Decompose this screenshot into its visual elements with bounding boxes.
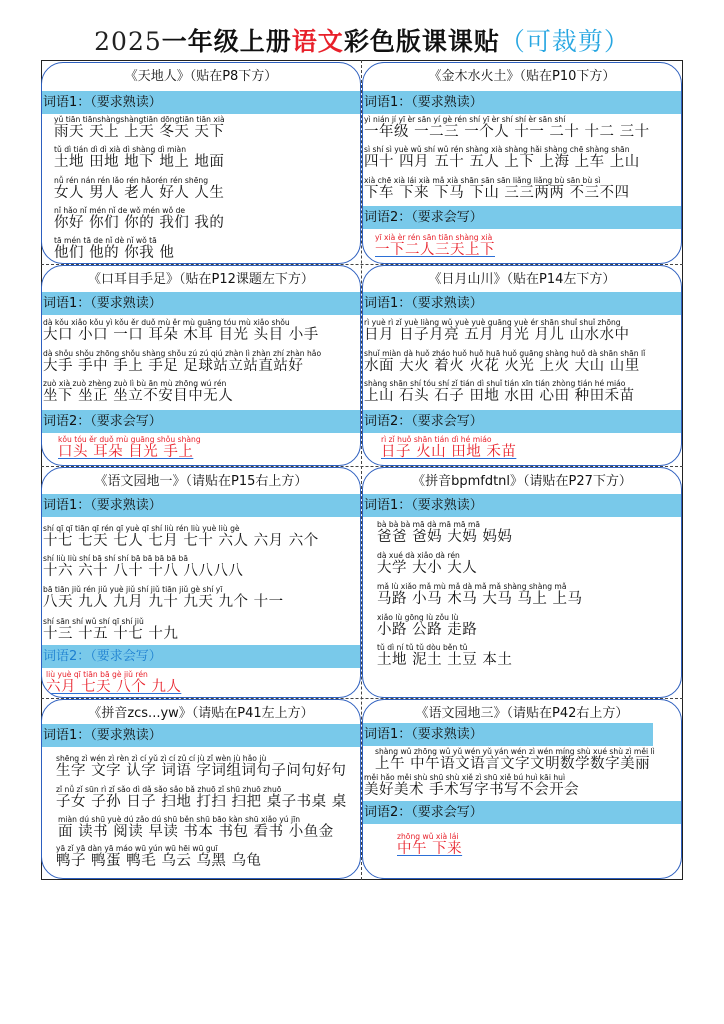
hanzi: 下车 下来 下马 下山 三三两两 不三不四 <box>364 185 630 201</box>
pinyin: shí liù liù shí bā shí shí bā bā bā bā bā <box>43 554 188 563</box>
pinyin: shēng zì wén zì rèn zì cí yǔ zì cí zǔ cí jù zǐ wèn jù hǎo jù <box>56 754 267 763</box>
word-row <box>377 613 477 639</box>
pinyin: liù yuè qī tiān bā gè jiǔ rén <box>46 670 148 679</box>
writing-word-row <box>397 832 462 858</box>
pinyin: dà shǒu shǒu zhōng shǒu shàng shǒu zú zú qiú zhàn lì zhàn zhí zhàn hǎo <box>43 349 322 358</box>
word-row <box>364 318 630 344</box>
hanzi: 中午 下来 <box>397 841 463 857</box>
hanzi: 一下二人三天上下 <box>375 242 495 258</box>
hanzi: 爸爸 爸妈 大妈 妈妈 <box>377 529 513 545</box>
sticker-card-kouermushouzu <box>41 265 361 466</box>
hanzi: 土地 田地 地下 地上 地面 <box>54 154 225 170</box>
word-row <box>43 554 243 580</box>
hanzi: 十七 七天 七人 七月 七十 六人 六月 六个 <box>43 533 319 549</box>
pinyin: shàng shān shí tóu shí zǐ tián dì shuǐ tián xīn tián zhòng tián hé miáo <box>364 379 626 388</box>
hanzi: 美好美术 手术写字书写不会开会 <box>364 782 580 798</box>
pinyin: mǎ lù xiǎo mǎ mù mǎ dà mǎ mǎ shàng shàng mǎ <box>377 582 567 591</box>
word-row <box>377 520 512 546</box>
writing-word-row <box>58 435 201 461</box>
pinyin: nǚ rén nán rén lǎo rén hǎorén rén shēng <box>54 176 209 185</box>
sticker-card-tiandiren <box>41 62 361 264</box>
word-row <box>56 844 262 870</box>
card-heading: 《拼音zcs...yw》（请贴在P41左上方） <box>88 706 314 721</box>
title-grade: 一年级 <box>161 27 240 56</box>
title-subject: 语文 <box>291 27 344 56</box>
word-row <box>56 785 347 811</box>
word-row <box>54 236 174 262</box>
word-row <box>377 551 477 577</box>
hanzi: 小路 公路 走路 <box>377 622 478 638</box>
hanzi: 一年级 一二三 一个人 十一 二十 十二 三十 <box>364 124 650 140</box>
hanzi: 大口 小口 一口 耳朵 木耳 目光 头目 小手 <box>43 327 319 343</box>
pinyin: shí qī qī tiān qī rén qī yuè qī shí liù rén liù yuè liù gè <box>43 524 240 533</box>
hanzi: 大学 大小 大人 <box>377 560 478 576</box>
hanzi: 六月 七天 八个 九人 <box>46 679 182 695</box>
word-row <box>43 318 319 344</box>
word-row <box>43 379 233 405</box>
pinyin: tǔ dì ní tǔ tǔ dòu běn tǔ <box>377 643 468 652</box>
writing-word-row <box>46 670 181 696</box>
writing-word-row <box>375 233 495 259</box>
writing-words-bar: 词语2：（要求会写） <box>363 410 681 433</box>
hanzi: 女人 男人 老人 好人 人生 <box>54 185 225 201</box>
reading-words-bar: 词语1：（要求熟读） <box>42 494 360 517</box>
reading-words-bar: 词语1：（要求熟读） <box>363 292 681 315</box>
hanzi: 你好 你们 你的 我们 我的 <box>54 215 225 231</box>
sticker-card-yuwenyuandi-3 <box>362 699 682 879</box>
pinyin: yī xià èr rén sān tiān shàng xià <box>375 233 493 242</box>
title-part3: 彩色版课课贴 <box>343 27 500 56</box>
reading-words-bar: 词语1：（要求熟读） <box>363 723 653 746</box>
pinyin: yì nián jí yī èr sān yí gè rén shí yī èr shí shí èr sān shí <box>364 115 566 124</box>
pinyin: tǔ dì tián dì dì xià dì shàng dì miàn <box>54 145 187 154</box>
pinyin: shuǐ miàn dà huǒ zháo huǒ huǒ huā huǒ guāng shàng huǒ dà shān shān lǐ <box>364 349 646 358</box>
word-row <box>364 349 645 375</box>
hanzi: 上午 中午语文语言文字文明数学数字美丽 <box>375 756 651 772</box>
pinyin: měi hǎo měi shù shū shù xiě zì shū xiě bú huì kāi huì <box>364 773 566 782</box>
card-heading: 《天地人》（贴在P8下方） <box>124 69 278 84</box>
hanzi: 雨天 天上 上天 冬天 天下 <box>54 124 225 140</box>
writing-words-bar: 词语2：（要求会写） <box>42 410 360 433</box>
reading-words-bar: 词语1：（要求熟读） <box>363 91 681 114</box>
hanzi: 土地 泥土 土豆 本土 <box>377 652 513 668</box>
word-row <box>56 754 346 780</box>
word-row <box>54 206 224 232</box>
pinyin: dà kǒu xiǎo kǒu yì kǒu ěr duǒ mù ěr mù guāng tóu mù xiǎo shǒu <box>43 318 290 327</box>
page-title <box>0 22 724 58</box>
writing-word-row <box>381 435 516 461</box>
writing-words-bar: 词语2：（要求会写） <box>363 801 681 824</box>
pinyin: dà xué dà xiǎo dà rén <box>377 551 460 560</box>
pinyin: yā zǐ yā dàn yā máo wū yún wū hēi wū guī <box>56 844 218 853</box>
pinyin: rì yuè rì zǐ yuè liàng wǔ yuè yuè guāng yuè ér shān shuǐ shuǐ zhōng <box>364 318 621 327</box>
pinyin: sì shí sì yuè wǔ shí wǔ rén shàng xià shàng hǎi shàng chē shàng shān <box>364 145 630 154</box>
word-row <box>364 115 650 141</box>
word-row <box>43 617 178 643</box>
hanzi: 日子 火山 田地 禾苗 <box>381 444 517 460</box>
hanzi: 日月 日子月亮 五月 月光 月儿 山水水中 <box>364 327 630 343</box>
word-row <box>43 524 319 550</box>
hanzi: 子女 子孙 日子 扫地 打扫 扫把 桌子书桌 桌 <box>56 794 347 810</box>
card-heading: 《日月山川》（贴在P14左下方） <box>428 272 616 287</box>
pinyin: xiǎo lù gōng lù zǒu lù <box>377 613 459 622</box>
hanzi: 他们 他的 你我 他 <box>54 245 175 261</box>
hanzi: 四十 四月 五十 五人 上下 上海 上车 上山 <box>364 154 640 170</box>
word-row <box>58 815 334 841</box>
hanzi: 大手 手中 手上 手足 足球站立站直站好 <box>43 358 304 374</box>
sticker-card-pinyin-zcs-yw <box>41 699 361 879</box>
reading-words-bar: 词语1：（要求熟读） <box>42 724 360 747</box>
hanzi: 鸭子 鸭蛋 鸭毛 乌云 乌黑 乌龟 <box>56 853 262 869</box>
pinyin: zuò xià zuò zhèng zuò lì bù ān mù zhōng wú rén <box>43 379 227 388</box>
reading-words-bar: 词语1：（要求熟读） <box>363 494 681 517</box>
word-row <box>54 115 225 141</box>
card-heading: 《语文园地三》（请贴在P42右上方） <box>415 706 629 721</box>
pinyin: shàng wǔ zhōng wǔ yǔ wén yǔ yán wén zì wén míng shù xué shù zì měi lì <box>375 747 655 756</box>
hanzi: 十三 十五 十七 十九 <box>43 626 179 642</box>
word-row <box>364 773 579 799</box>
pinyin: yǔ tiān tiānshàngshàngtiān dōngtiān tiān xià <box>54 115 225 124</box>
card-heading: 《拼音bpmfdtnl》（请贴在P27下方） <box>412 474 632 489</box>
word-row <box>377 643 512 669</box>
word-row <box>54 176 224 202</box>
hanzi: 八天 九人 九月 九十 九天 九个 十一 <box>43 594 284 610</box>
hanzi: 水面 大火 着火 火花 火光 上火 大山 山里 <box>364 358 640 374</box>
word-row <box>364 176 630 202</box>
pinyin: zǐ nǚ zǐ sūn rì zǐ sǎo dì dǎ sǎo sǎo bǎ zhuō zǐ shū zhuō zhuō <box>56 785 282 794</box>
title-note: （可裁剪） <box>499 27 630 56</box>
hanzi: 面 读书 阅读 早读 书本 书包 看书 小鱼金 <box>58 824 334 840</box>
pinyin: bà bà bà mā dà mā mā mā <box>377 520 480 529</box>
pinyin: miàn dú shū yuè dú zǎo dú shū běn shū bāo kàn shū xiǎo yú jīn <box>58 815 301 824</box>
sticker-card-yuwenyuandi-1 <box>41 467 361 698</box>
pinyin: rì zǐ huǒ shān tián dì hé miáo <box>381 435 492 444</box>
word-row <box>43 585 284 611</box>
sticker-card-riyueshanchuan <box>362 265 682 466</box>
word-row <box>43 349 321 375</box>
pinyin: zhōng wǔ xià lái <box>397 832 459 841</box>
title-year: 2025 <box>94 27 162 56</box>
pinyin: xià chē xià lái xià mǎ xià shān sān sān liǎng liǎng bù sān bù sì <box>364 176 601 185</box>
card-heading: 《金木水火土》（贴在P10下方） <box>428 69 616 84</box>
word-row <box>375 747 655 773</box>
title-part1: 上册 <box>239 27 292 56</box>
writing-words-bar: 词语2：（要求会写） <box>42 645 360 668</box>
pinyin: kǒu tóu ěr duǒ mù guāng shǒu shàng <box>58 435 201 444</box>
hanzi: 马路 小马 木马 大马 马上 上马 <box>377 591 583 607</box>
hanzi: 生字 文字 认字 词语 字词组词句子问句好句 <box>56 763 347 779</box>
pinyin: bā tiān jiǔ rén jiǔ yuè jiǔ shí jiǔ tiān jiǔ gè shí yī <box>43 585 223 594</box>
reading-words-bar: 词语1：（要求熟读） <box>42 292 360 315</box>
word-row <box>364 145 640 171</box>
pinyin: nǐ hǎo nǐ mén nǐ de wǒ mén wǒ de <box>54 206 186 215</box>
word-row <box>364 379 635 405</box>
writing-words-bar: 词语2：（要求会写） <box>363 206 681 229</box>
sticker-card-jinmushuihuotu <box>362 62 682 264</box>
hanzi: 上山 石头 石子 田地 水田 心田 种田禾苗 <box>364 388 635 404</box>
pinyin: tā mén tā de nǐ dè nǐ wǒ tā <box>54 236 157 245</box>
word-row <box>54 145 224 171</box>
word-row <box>377 582 583 608</box>
hanzi: 口头 耳朵 目光 手上 <box>58 444 194 460</box>
card-heading: 《语文园地一》（请贴在P15右上方） <box>94 474 308 489</box>
pinyin: shí sān shí wǔ shí qī shí jiǔ <box>43 617 144 626</box>
hanzi: 坐下 坐正 坐立不安目中无人 <box>43 388 234 404</box>
card-heading: 《口耳目手足》（贴在P12课题左下方） <box>88 272 314 287</box>
reading-words-bar: 词语1：（要求熟读） <box>42 91 360 114</box>
sticker-card-pinyin-bpmfdtnl <box>362 467 682 698</box>
hanzi: 十六 六十 八十 十八 八八八八 <box>43 563 244 579</box>
